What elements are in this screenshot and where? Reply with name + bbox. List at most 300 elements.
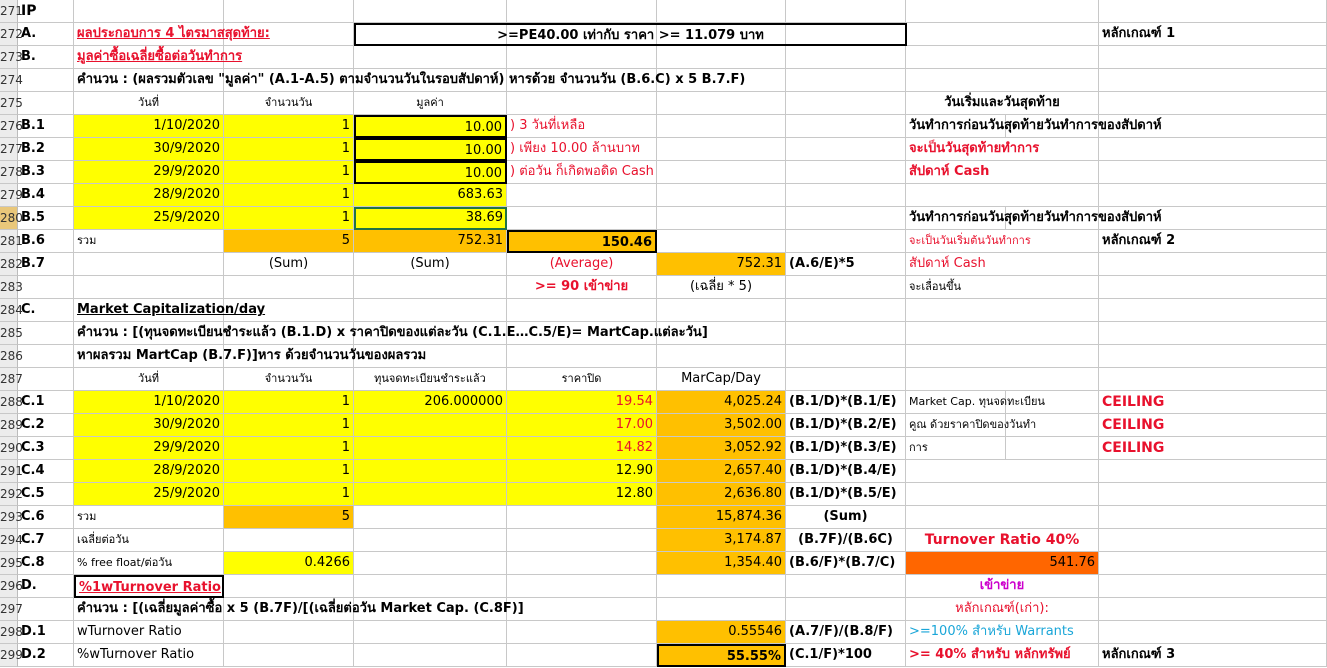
cell-h295[interactable]: (B.6/F)*(B.7/C) — [786, 552, 906, 575]
sheet-row-289 — [0, 414, 1327, 437]
grid-cell[interactable] — [507, 184, 657, 207]
cell-e280[interactable]: 38.69 — [354, 207, 507, 230]
cell-d295[interactable]: 0.4266 — [224, 552, 354, 575]
cell-d282[interactable]: (Sum) — [224, 253, 354, 276]
cell-eg272[interactable]: >=PE40.00 เท่ากับ ราคา >= 11.079 บาท — [354, 23, 907, 46]
grid-cell[interactable] — [18, 276, 74, 299]
grid-cell[interactable] — [657, 184, 786, 207]
row-header[interactable]: 294 — [0, 529, 18, 552]
grid-cell[interactable] — [657, 575, 786, 598]
grid-cell[interactable] — [507, 0, 657, 23]
cell-e278[interactable]: 10.00 — [354, 161, 507, 184]
cell-j298[interactable]: >=100% สำหรับ Warrants — [906, 621, 1099, 644]
cell-b272[interactable]: A. — [18, 23, 74, 46]
grid-cell[interactable] — [224, 46, 354, 69]
cell-b271[interactable]: IP — [18, 0, 74, 23]
cell-h290[interactable]: (B.1/D)*(B.3/E) — [786, 437, 906, 460]
cell-j299[interactable]: >= 40% สำหรับ หลักทรัพย์ — [906, 644, 1099, 667]
row-header[interactable]: 282 — [0, 253, 18, 276]
sheet-row-277 — [0, 138, 1327, 161]
cell-g282[interactable]: 752.31 — [657, 253, 786, 276]
grid-cell[interactable] — [906, 299, 1099, 322]
cell-f276[interactable]: ) 3 วันที่เหลือ — [507, 115, 657, 138]
grid-cell[interactable] — [1099, 322, 1327, 345]
sheet-row-282 — [0, 253, 1327, 276]
sheet-row-272 — [0, 23, 1327, 46]
grid-cell[interactable] — [786, 161, 906, 184]
cell-f277[interactable]: ) เพียง 10.00 ล้านบาท — [507, 138, 657, 161]
row-header[interactable]: 283 — [0, 276, 18, 299]
grid-cell[interactable] — [1099, 483, 1327, 506]
cell-f288[interactable]: 19.54 — [507, 391, 657, 414]
grid-cell[interactable] — [1099, 161, 1327, 184]
cell-j281[interactable]: จะเป็นวันเริ่มต้นวันทำการ — [906, 230, 1099, 253]
grid-cell[interactable] — [657, 207, 786, 230]
grid-cell[interactable] — [1099, 368, 1327, 391]
sheet-row-298 — [0, 621, 1327, 644]
sheet-row-284 — [0, 299, 1327, 322]
cell-c299[interactable]: %wTurnover Ratio — [74, 644, 224, 667]
grid-cell[interactable] — [786, 575, 906, 598]
grid-cell[interactable] — [354, 575, 507, 598]
grid-cell[interactable] — [18, 345, 74, 368]
cell-b281[interactable]: B.6 — [18, 230, 74, 253]
cell-j277[interactable]: จะเป็นวันสุดท้ายทำการ — [906, 138, 1099, 161]
cell-d276[interactable]: 1 — [224, 115, 354, 138]
row-header[interactable]: 275 — [0, 92, 18, 115]
grid-cell[interactable] — [74, 0, 224, 23]
cell-b278[interactable]: B.3 — [18, 161, 74, 184]
sheet-row-294 — [0, 529, 1327, 552]
cell-d290[interactable]: 1 — [224, 437, 354, 460]
cell-c286[interactable]: หาผลรวม MartCap (B.7.F)]หาร ด้วยจำนวนวันของผลรวม — [74, 345, 224, 368]
cell-g283[interactable]: (เฉลี่ย * 5) — [657, 276, 786, 299]
cell-f281[interactable]: 150.46 — [507, 230, 657, 253]
row-header[interactable]: 274 — [0, 69, 18, 92]
grid-cell[interactable] — [507, 552, 657, 575]
cell-c274[interactable]: คำนวน : (ผลรวมตัวเลข "มูลค่า" (A.1-A.5) ตามจำนวนวันในรอบสัปดาห์) หารด้วย จำนวนวัน (B.6.C) x 5 B.7.F) — [74, 69, 224, 92]
grid-cell[interactable] — [657, 345, 786, 368]
cell-e291[interactable] — [354, 460, 507, 483]
grid-cell[interactable] — [1099, 552, 1327, 575]
grid-cell[interactable] — [786, 230, 906, 253]
cell-e287[interactable]: ทุนจดทะเบียนชำระแล้ว — [354, 368, 507, 391]
grid-cell[interactable] — [354, 0, 507, 23]
grid-cell[interactable] — [354, 552, 507, 575]
cell-g294[interactable]: 3,174.87 — [657, 529, 786, 552]
grid-cell[interactable] — [1099, 621, 1327, 644]
sheet-row-271 — [0, 0, 1327, 23]
grid-cell[interactable] — [906, 46, 1099, 69]
cell-b292[interactable]: C.5 — [18, 483, 74, 506]
cell-d277[interactable]: 1 — [224, 138, 354, 161]
grid-cell[interactable] — [74, 276, 224, 299]
cell-c287[interactable]: วันที่ — [74, 368, 224, 391]
cell-j282[interactable]: สัปดาห์ Cash — [906, 253, 1099, 276]
cell-d280[interactable]: 1 — [224, 207, 354, 230]
grid-cell[interactable] — [906, 368, 1099, 391]
cell-e288[interactable]: 206.000000 — [354, 391, 507, 414]
sheet-row-292 — [0, 483, 1327, 506]
cell-c293[interactable]: รวม — [74, 506, 224, 529]
grid-cell[interactable] — [18, 92, 74, 115]
sheet-row-299 — [0, 644, 1327, 667]
row-header[interactable]: 295 — [0, 552, 18, 575]
grid-cell[interactable] — [657, 92, 786, 115]
cell-d292[interactable]: 1 — [224, 483, 354, 506]
grid-cell[interactable] — [786, 115, 906, 138]
cell-f289[interactable]: 17.00 — [507, 414, 657, 437]
cell-k288[interactable]: CEILING — [1099, 391, 1327, 414]
grid-cell[interactable] — [906, 69, 1099, 92]
sheet-row-274 — [0, 69, 1327, 92]
grid-cell[interactable] — [507, 529, 657, 552]
cell-d281[interactable]: 5 — [224, 230, 354, 253]
cell-b279[interactable]: B.4 — [18, 184, 74, 207]
grid-cell[interactable] — [1099, 0, 1327, 23]
grid-cell[interactable] — [906, 345, 1099, 368]
sheet-row-295 — [0, 552, 1327, 575]
row-header[interactable]: 273 — [0, 46, 18, 69]
sheet-row-290 — [0, 437, 1327, 460]
grid-cell[interactable] — [1099, 506, 1327, 529]
cell-f282[interactable]: (Average) — [507, 253, 657, 276]
grid-cell[interactable] — [657, 161, 786, 184]
row-header[interactable]: 289 — [0, 414, 18, 437]
cell-f292[interactable]: 12.80 — [507, 483, 657, 506]
cell-c275[interactable]: วันที่ — [74, 92, 224, 115]
row-header[interactable]: 297 — [0, 598, 18, 621]
cell-h289[interactable]: (B.1/D)*(B.2/E) — [786, 414, 906, 437]
cell-d287[interactable]: จำนวนวัน — [224, 368, 354, 391]
grid-cell[interactable] — [224, 644, 354, 667]
cell-e279[interactable]: 683.63 — [354, 184, 507, 207]
grid-cell[interactable] — [224, 621, 354, 644]
grid-cell[interactable] — [1099, 345, 1327, 368]
cell-d278[interactable]: 1 — [224, 161, 354, 184]
grid-cell[interactable] — [906, 23, 1099, 46]
cell-e289[interactable] — [354, 414, 507, 437]
cell-f278[interactable]: ) ต่อวัน ก็เกิดพอดิด Cash — [507, 161, 657, 184]
cell-b293[interactable]: C.6 — [18, 506, 74, 529]
row-header[interactable]: 281 — [0, 230, 18, 253]
grid-cell[interactable] — [507, 575, 657, 598]
grid-cell[interactable] — [786, 207, 906, 230]
cell-c296[interactable]: %1wTurnover Ratio — [74, 575, 224, 598]
grid-cell[interactable] — [354, 621, 507, 644]
grid-cell[interactable] — [507, 598, 657, 621]
cell-h291[interactable]: (B.1/D)*(B.4/E) — [786, 460, 906, 483]
grid-cell[interactable] — [224, 276, 354, 299]
cell-g289[interactable]: 3,502.00 — [657, 414, 786, 437]
cell-b289[interactable]: C.2 — [18, 414, 74, 437]
sheet-row-279 — [0, 184, 1327, 207]
row-header[interactable]: 278 — [0, 161, 18, 184]
grid-cell[interactable] — [657, 230, 786, 253]
row-header[interactable]: 299 — [0, 644, 18, 667]
cell-j294[interactable]: Turnover Ratio 40% — [906, 529, 1099, 552]
sheet-row-281 — [0, 230, 1327, 253]
sheet-row-297 — [0, 598, 1327, 621]
row-header[interactable]: 298 — [0, 621, 18, 644]
cell-c278[interactable]: 29/9/2020 — [74, 161, 224, 184]
cell-b280[interactable]: B.5 — [18, 207, 74, 230]
grid-cell[interactable] — [786, 345, 906, 368]
cell-i290[interactable]: การ — [906, 437, 1006, 460]
grid-cell[interactable] — [1099, 138, 1327, 161]
grid-cell[interactable] — [906, 460, 1099, 483]
cell-e282[interactable]: (Sum) — [354, 253, 507, 276]
sheet-row-287 — [0, 368, 1327, 391]
row-header[interactable]: 279 — [0, 184, 18, 207]
grid-cell[interactable] — [507, 345, 657, 368]
cell-d288[interactable]: 1 — [224, 391, 354, 414]
grid-cell[interactable] — [786, 138, 906, 161]
grid-cell[interactable] — [657, 115, 786, 138]
cell-c294[interactable]: เฉลี่ยต่อวัน — [74, 529, 224, 552]
cell-g288[interactable]: 4,025.24 — [657, 391, 786, 414]
cell-d275[interactable]: จำนวนวัน — [224, 92, 354, 115]
grid-cell[interactable] — [1099, 253, 1327, 276]
cell-b294[interactable]: C.7 — [18, 529, 74, 552]
cell-b288[interactable]: C.1 — [18, 391, 74, 414]
cell-c272[interactable]: ผลประกอบการ 4 ไตรมาสสุดท้าย: — [74, 23, 224, 46]
grid-cell[interactable] — [1099, 276, 1327, 299]
grid-cell[interactable] — [786, 368, 906, 391]
cell-j278[interactable]: สัปดาห์ Cash — [906, 161, 1099, 184]
cell-b291[interactable]: C.4 — [18, 460, 74, 483]
cell-h292[interactable]: (B.1/D)*(B.5/E) — [786, 483, 906, 506]
sheet-row-280 — [0, 207, 1327, 230]
sheet-row-285 — [0, 322, 1327, 345]
row-header[interactable]: 277 — [0, 138, 18, 161]
cell-i280[interactable]: วันทำการก่อนวันสุดท้ายวันทำการของสัปดาห์ — [906, 207, 1006, 230]
cell-h299[interactable]: (C.1/F)*100 — [786, 644, 906, 667]
cell-g293[interactable]: 15,874.36 — [657, 506, 786, 529]
row-header[interactable]: 296 — [0, 575, 18, 598]
sheet-row-273 — [0, 46, 1327, 69]
sheet-row-288 — [0, 391, 1327, 414]
grid-cell[interactable] — [507, 644, 657, 667]
cell-e277[interactable]: 10.00 — [354, 138, 507, 161]
grid-cell[interactable] — [224, 0, 354, 23]
row-header[interactable]: 287 — [0, 368, 18, 391]
row-header[interactable]: 280 — [0, 207, 18, 230]
cell-b290[interactable]: C.3 — [18, 437, 74, 460]
grid-cell[interactable] — [507, 621, 657, 644]
cell-d293[interactable]: 5 — [224, 506, 354, 529]
grid-cell[interactable] — [786, 184, 906, 207]
sheet-row-278 — [0, 161, 1327, 184]
sheet-row-286 — [0, 345, 1327, 368]
cell-f290[interactable]: 14.82 — [507, 437, 657, 460]
cell-c292[interactable]: 25/9/2020 — [74, 483, 224, 506]
cell-g298[interactable]: 0.55546 — [657, 621, 786, 644]
row-header[interactable]: 288 — [0, 391, 18, 414]
cell-d289[interactable]: 1 — [224, 414, 354, 437]
cell-d279[interactable]: 1 — [224, 184, 354, 207]
cell-b284[interactable]: C. — [18, 299, 74, 322]
cell-k272[interactable]: หลักเกณฑ์ 1 — [1099, 23, 1327, 46]
cell-k289[interactable]: CEILING — [1099, 414, 1327, 437]
cell-g292[interactable]: 2,636.80 — [657, 483, 786, 506]
grid-cell[interactable] — [507, 46, 657, 69]
row-header[interactable]: 276 — [0, 115, 18, 138]
cell-i276[interactable]: วันทำการก่อนวันสุดท้ายวันทำการของสัปดาห์ — [906, 115, 1006, 138]
grid-cell[interactable] — [786, 69, 906, 92]
row-header[interactable]: 286 — [0, 345, 18, 368]
cell-b296[interactable]: D. — [18, 575, 74, 598]
cell-b295[interactable]: C.8 — [18, 552, 74, 575]
grid-cell[interactable] — [906, 184, 1099, 207]
cell-g287[interactable]: MarCap/Day — [657, 368, 786, 391]
cell-h294[interactable]: (B.7F)/(B.6C) — [786, 529, 906, 552]
cell-g299[interactable]: 55.55% — [657, 644, 786, 667]
row-header[interactable]: 292 — [0, 483, 18, 506]
grid-cell[interactable] — [18, 598, 74, 621]
cell-c290[interactable]: 29/9/2020 — [74, 437, 224, 460]
grid-cell[interactable] — [354, 644, 507, 667]
row-header[interactable]: 271 — [0, 0, 18, 23]
grid-cell[interactable] — [18, 69, 74, 92]
grid-cell[interactable] — [1099, 69, 1327, 92]
cell-c289[interactable]: 30/9/2020 — [74, 414, 224, 437]
cell-h298[interactable]: (A.7/F)/(B.8/F) — [786, 621, 906, 644]
cell-i289[interactable]: คูณ ด้วยราคาปิดของวันทำ — [906, 414, 1006, 437]
cell-h293[interactable]: (Sum) — [786, 506, 906, 529]
grid-cell[interactable] — [786, 92, 906, 115]
cell-g290[interactable]: 3,052.92 — [657, 437, 786, 460]
cell-j283[interactable]: จะเลื่อนขึ้น — [906, 276, 1099, 299]
grid-cell[interactable] — [786, 322, 906, 345]
sheet-row-283 — [0, 276, 1327, 299]
cell-h288[interactable]: (B.1/D)*(B.1/E) — [786, 391, 906, 414]
grid-cell[interactable] — [657, 299, 786, 322]
cell-c280[interactable]: 25/9/2020 — [74, 207, 224, 230]
grid-cell[interactable] — [354, 276, 507, 299]
grid-cell[interactable] — [657, 598, 786, 621]
cell-d291[interactable]: 1 — [224, 460, 354, 483]
cell-c273[interactable]: มูลค่าซื้อเฉลี่ยซื้อต่อวันทำการ — [74, 46, 224, 69]
cell-b273[interactable]: B. — [18, 46, 74, 69]
grid-cell[interactable] — [1099, 529, 1327, 552]
cell-c284[interactable]: Market Capitalization/day — [74, 299, 224, 322]
cell-e276[interactable]: 10.00 — [354, 115, 507, 138]
row-header[interactable]: 290 — [0, 437, 18, 460]
grid-cell[interactable] — [1099, 460, 1327, 483]
grid-cell[interactable] — [354, 529, 507, 552]
grid-cell[interactable] — [1099, 92, 1327, 115]
sheet-row-275 — [0, 92, 1327, 115]
grid-cell[interactable] — [1099, 575, 1327, 598]
sheet-row-291 — [0, 460, 1327, 483]
cell-b299[interactable]: D.2 — [18, 644, 74, 667]
grid-cell[interactable] — [354, 46, 507, 69]
grid-cell[interactable] — [507, 207, 657, 230]
cell-f283[interactable]: >= 90 เข้าข่าย — [507, 276, 657, 299]
sheet-row-276 — [0, 115, 1327, 138]
grid-cell[interactable] — [507, 299, 657, 322]
cell-k290[interactable]: CEILING — [1099, 437, 1327, 460]
cell-b282[interactable]: B.7 — [18, 253, 74, 276]
cell-c281[interactable]: รวม — [74, 230, 224, 253]
cell-e281[interactable]: 752.31 — [354, 230, 507, 253]
grid-cell[interactable] — [507, 92, 657, 115]
sheet-row-293 — [0, 506, 1327, 529]
grid-cell[interactable] — [786, 46, 906, 69]
row-header[interactable]: 272 — [0, 23, 18, 46]
row-header[interactable]: 291 — [0, 460, 18, 483]
cell-e275[interactable]: มูลค่า — [354, 92, 507, 115]
grid-cell[interactable] — [657, 46, 786, 69]
sheet-row-296 — [0, 575, 1327, 598]
cell-j295[interactable]: 541.76 — [906, 552, 1099, 575]
grid-cell[interactable] — [786, 276, 906, 299]
grid-cell[interactable] — [1099, 46, 1327, 69]
cell-c288[interactable]: 1/10/2020 — [74, 391, 224, 414]
grid-cell[interactable] — [786, 0, 906, 23]
grid-cell[interactable] — [657, 138, 786, 161]
grid-cell[interactable] — [224, 575, 354, 598]
cell-j297[interactable]: หลักเกณฑ์(เก่า): — [906, 598, 1099, 621]
grid-cell[interactable] — [18, 368, 74, 391]
cell-e292[interactable] — [354, 483, 507, 506]
cell-c277[interactable]: 30/9/2020 — [74, 138, 224, 161]
grid-cell[interactable] — [906, 483, 1099, 506]
cell-c295[interactable]: % free float/ต่อวัน — [74, 552, 224, 575]
cell-f287[interactable]: ราคาปิด — [507, 368, 657, 391]
grid-cell[interactable] — [1099, 598, 1327, 621]
cell-c276[interactable]: 1/10/2020 — [74, 115, 224, 138]
grid-cell[interactable] — [74, 253, 224, 276]
row-header[interactable]: 285 — [0, 322, 18, 345]
cell-c279[interactable]: 28/9/2020 — [74, 184, 224, 207]
grid-cell[interactable] — [906, 506, 1099, 529]
row-header[interactable]: 293 — [0, 506, 18, 529]
cell-k281[interactable]: หลักเกณฑ์ 2 — [1099, 230, 1327, 253]
grid-cell[interactable] — [224, 529, 354, 552]
cell-g295[interactable]: 1,354.40 — [657, 552, 786, 575]
cell-ij275[interactable]: วันเริ่มและวันสุดท้าย — [906, 92, 1099, 115]
cell-c291[interactable]: 28/9/2020 — [74, 460, 224, 483]
grid-cell[interactable] — [354, 506, 507, 529]
cell-b276[interactable]: B.1 — [18, 115, 74, 138]
grid-cell[interactable] — [906, 0, 1099, 23]
grid-cell[interactable] — [786, 598, 906, 621]
cell-g291[interactable]: 2,657.40 — [657, 460, 786, 483]
grid-cell[interactable] — [1099, 299, 1327, 322]
cell-c285[interactable]: คำนวน : [(ทุนจดทะเบียนชำระแล้ว (B.1.D) x ราคาปิดของแต่ละวัน (C.1.E…C.5/E)= MartCap.แต่ละวัน] — [74, 322, 224, 345]
cell-k299[interactable]: หลักเกณฑ์ 3 — [1099, 644, 1327, 667]
cell-b298[interactable]: D.1 — [18, 621, 74, 644]
row-header[interactable]: 284 — [0, 299, 18, 322]
cell-b277[interactable]: B.2 — [18, 138, 74, 161]
grid-cell[interactable] — [18, 322, 74, 345]
grid-cell[interactable] — [786, 299, 906, 322]
grid-cell[interactable] — [507, 506, 657, 529]
cell-c297[interactable]: คำนวน : [(เฉลี่ยมูลค่าซื้อ x 5 (B.7F)/[(เฉลี่ยต่อวัน Market Cap. (C.8F)] — [74, 598, 224, 621]
grid-cell[interactable] — [354, 299, 507, 322]
cell-h282[interactable]: (A.6/E)*5 — [786, 253, 906, 276]
grid-cell[interactable] — [906, 322, 1099, 345]
cell-e290[interactable] — [354, 437, 507, 460]
grid-cell[interactable] — [657, 0, 786, 23]
cell-f291[interactable]: 12.90 — [507, 460, 657, 483]
grid-cell[interactable] — [1099, 184, 1327, 207]
cell-j296[interactable]: เข้าข่าย — [906, 575, 1099, 598]
cell-c298[interactable]: wTurnover Ratio — [74, 621, 224, 644]
cell-i288[interactable]: Market Cap. ทุนจดทะเบียน — [906, 391, 1006, 414]
